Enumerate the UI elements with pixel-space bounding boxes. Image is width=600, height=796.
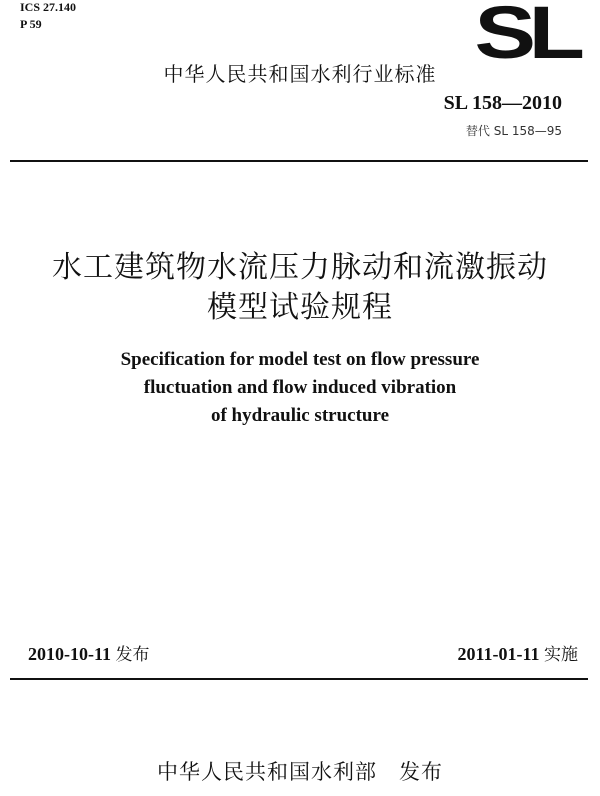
- chinese-title-line-1: 水工建筑物水流压力脉动和流激振动: [52, 250, 548, 285]
- english-title-line-3: of hydraulic structure: [210, 405, 390, 426]
- standard-number: SL 158—2010: [443, 92, 562, 114]
- organization-title: 中华人民共和国水利行业标准: [163, 62, 437, 86]
- publisher-name: 中华人民共和国水利部: [157, 760, 377, 784]
- sl-logo: SL: [474, 0, 578, 74]
- publish-label: 发布: [399, 760, 443, 784]
- chinese-title-line-2: 模型试验规程: [207, 290, 393, 325]
- implementation-date-value: 2011-01-11: [457, 644, 540, 664]
- publisher: [0, 756, 600, 786]
- ics-code: ICS 27.140: [20, 0, 77, 14]
- english-title-line-2: fluctuation and flow induced vibration: [143, 377, 457, 398]
- release-date-value: 2010-10-11: [28, 644, 111, 664]
- implementation-label: 实施: [544, 645, 578, 665]
- implementation-date: [457, 640, 578, 665]
- bottom-divider: [10, 678, 588, 680]
- top-divider: [10, 160, 588, 162]
- classification-code: P 59: [20, 17, 42, 31]
- release-label: 发布: [115, 645, 150, 665]
- replaces-note: 替代 SL 158—95: [465, 124, 562, 138]
- release-date: [28, 640, 150, 665]
- chinese-title: [0, 248, 600, 328]
- english-title: [0, 346, 600, 430]
- english-title-line-1: Specification for model test on flow pressure: [120, 349, 480, 370]
